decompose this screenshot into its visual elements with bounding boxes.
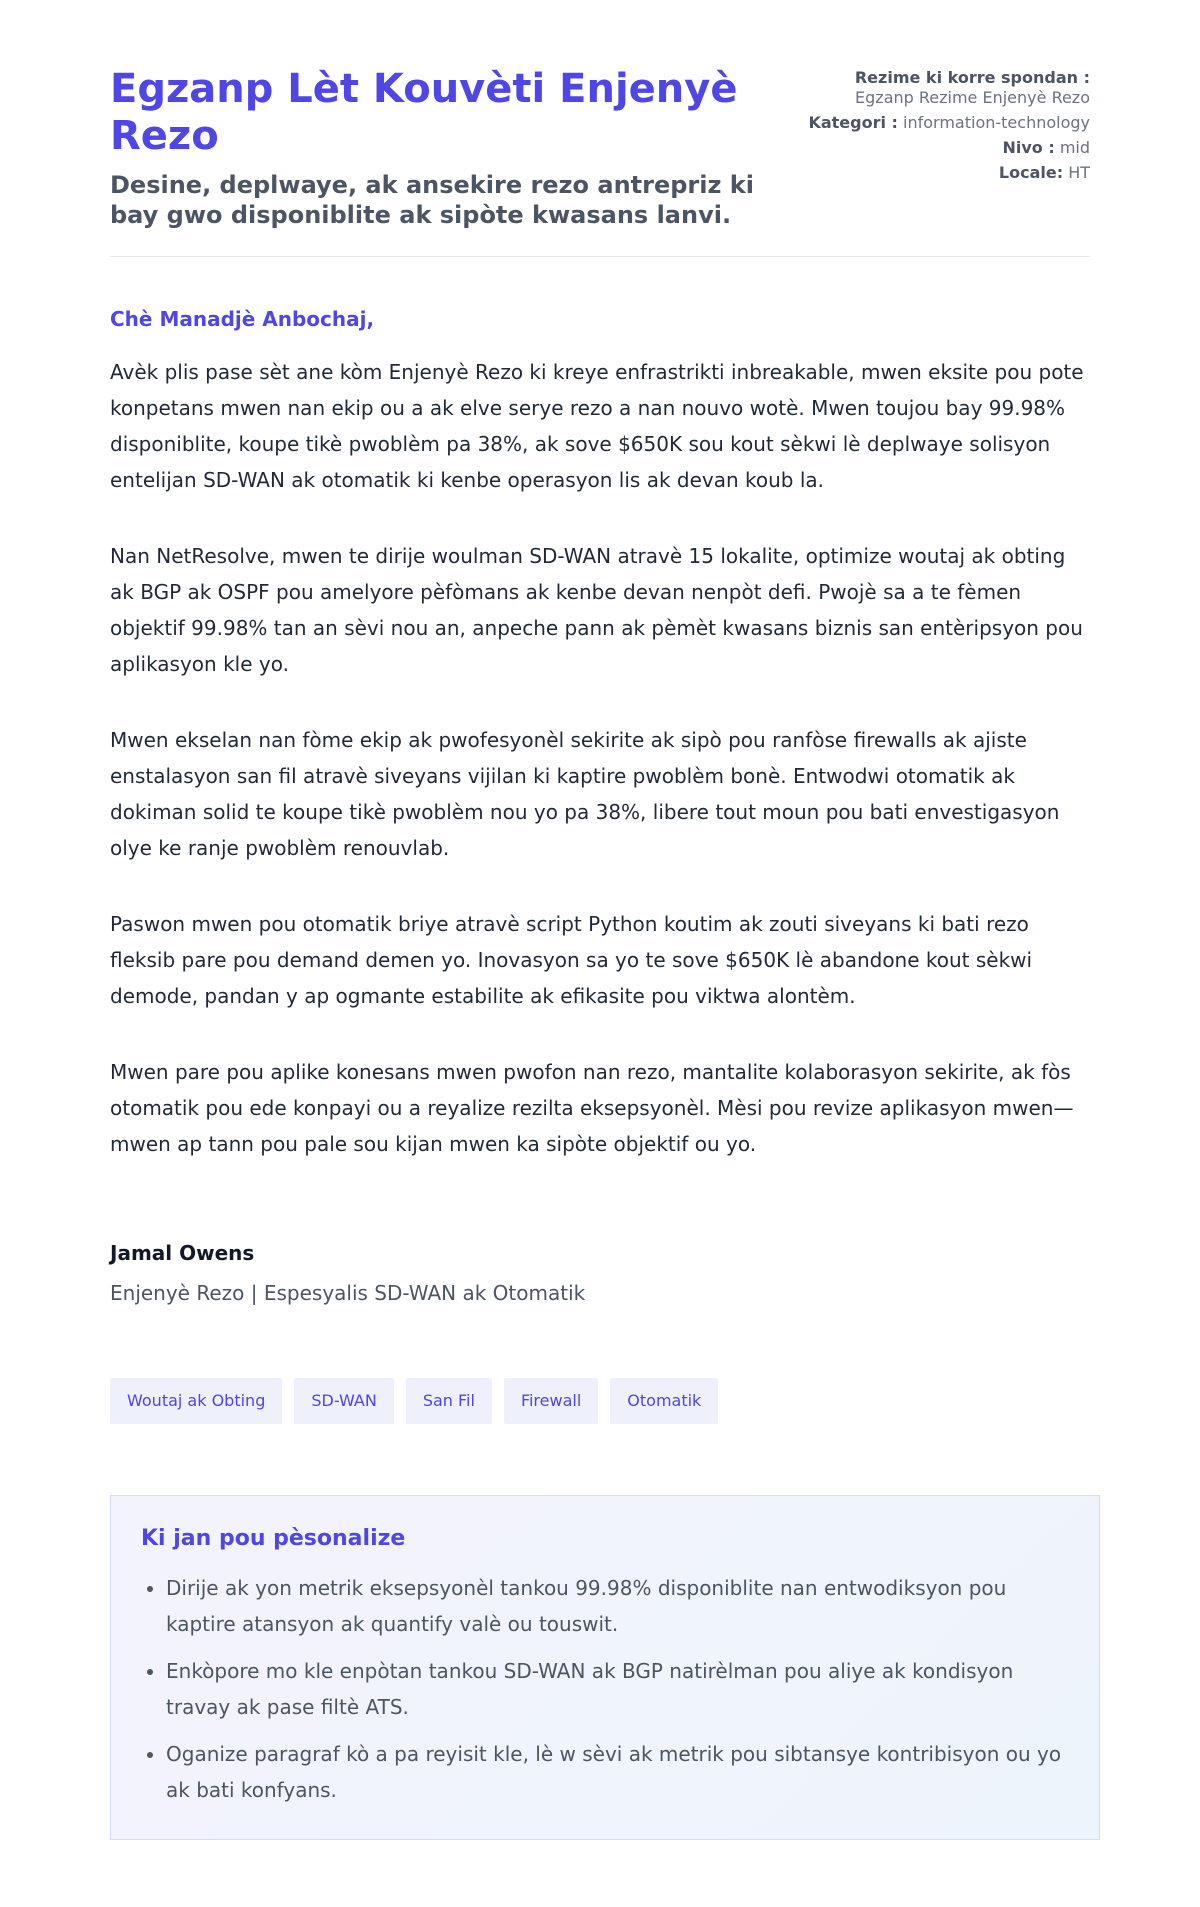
signature-name: Jamal Owens xyxy=(110,1241,255,1265)
skill-tags xyxy=(110,1378,718,1424)
skill-tag[interactable]: Woutaj ak Obting xyxy=(110,1378,282,1424)
letter-paragraph: Avèk plis pase sèt ane kòm Enjenyè Rezo ki kreye enfrastrikti inbreakable, mwen eksite pou pote konpetans mwen nan ekip ou a ak elve serye rezo a nan nouvo wotè. Mwen toujou bay 99.98% disponiblite, koupe tikè pwoblèm pa 38%, ak sove $650K sou kout sèkwi lè deplwaye solisyon entelijan SD-WAN ak otomatik ki kenbe operasyon lis ak devan koub la. xyxy=(110,360,1084,492)
tip-item: • Dirije ak yon metrik eksepsyonèl tankou 99.98% disponiblite nan entwodiksyon pou kaptire atansyon ak quantify valè ou touswit. xyxy=(166,1570,1069,1642)
tip-item: • Oganize paragraf kò a pa reyisit kle, lè w sèvi ak metrik pou sibtansye kontribisyon ou yo ak bati konfyans. xyxy=(166,1736,1069,1808)
skill-tag[interactable]: Firewall xyxy=(504,1378,598,1424)
page-title: Egzanp Lèt Kouvèti Enjenyè Rezo xyxy=(110,66,738,159)
letter-body xyxy=(110,306,1090,1202)
page-header xyxy=(110,0,1090,230)
meta-category xyxy=(802,113,1090,133)
meta-locale-label: Locale: xyxy=(998,163,1064,182)
tip-item: • Enkòpore mo kle enpòtan tankou SD-WAN ak BGP natirèlman pou aliye ak kondisyon travay ak pase filtè ATS. xyxy=(166,1653,1069,1725)
salutation: Chè Manadjè Anbochaj, xyxy=(110,307,375,331)
meta-panel xyxy=(802,66,1090,188)
header-title-block xyxy=(110,66,802,230)
tips-list xyxy=(141,1570,1069,1808)
signature-block xyxy=(110,1240,585,1306)
meta-locale xyxy=(802,163,1090,183)
header-divider xyxy=(110,256,1090,257)
letter-paragraph: Mwen ekselan nan fòme ekip ak pwofesyonèl sekirite ak sipò pou ranfòse firewalls ak ajiste enstalasyon san fil atravè siveyans vijilan ki kaptire pwoblèm bonè. Entwodwi otomatik ak dokiman solid te koupe tikè pwoblèm nou yo pa 38%, libere tout moun pou bati envestigasyon olye ke ranje pwoblèm renouvlab. xyxy=(110,728,1060,860)
skill-tag[interactable]: SD-WAN xyxy=(294,1378,393,1424)
tips-title: Ki jan pou pèsonalize xyxy=(141,1526,406,1551)
meta-level-label: Nivo : xyxy=(1002,138,1055,157)
signature-role: Enjenyè Rezo | Espesyalis SD-WAN ak Otomatik xyxy=(110,1281,586,1305)
meta-category-label: Kategori : xyxy=(808,113,898,132)
customization-tips-box xyxy=(110,1495,1100,1840)
meta-resume-value[interactable]: Egzanp Rezime Enjenyè Rezo xyxy=(855,88,1090,107)
meta-locale-value: HT xyxy=(1068,163,1090,182)
meta-resume xyxy=(802,68,1090,108)
meta-level xyxy=(802,138,1090,158)
page-subtitle: Desine, deplwaye, ak ansekire rezo antrepriz ki bay gwo disponiblite ak sipòte kwasans lanvi. xyxy=(110,171,754,229)
meta-resume-label: Rezime ki korre spondan : xyxy=(854,68,1090,87)
meta-level-value: mid xyxy=(1059,138,1090,157)
letter-paragraph: Nan NetResolve, mwen te dirije woulman SD-WAN atravè 15 lokalite, optimize woutaj ak obting ak BGP ak OSPF pou amelyore pèfòmans ak kenbe devan nenpòt defi. Pwojè sa a te fèmen objektif 99.98% tan an sèvi nou an, anpeche pann ak pèmèt kwasans biznis san entèripsyon pou aplikasyon kle yo. xyxy=(110,544,1083,676)
skill-tag[interactable]: San Fil xyxy=(406,1378,492,1424)
letter-paragraph: Mwen pare pou aplike konesans mwen pwofon nan rezo, mantalite kolaborasyon sekirite, ak fòs otomatik pou ede konpayi ou a reyalize rezilta eksepsyonèl. Mèsi pou revize aplikasyon mwen—mwen ap tann pou pale sou kijan mwen ka sipòte objektif ou yo. xyxy=(110,1060,1074,1156)
letter-paragraph: Paswon mwen pou otomatik briye atravè script Python koutim ak zouti siveyans ki bati rezo fleksib pare pou demand demen yo. Inovasyon sa yo te sove $650K lè abandone kout sèkwi demode, pandan y ap ogmante estabilite ak efikasite pou viktwa alontèm. xyxy=(110,912,1033,1008)
meta-category-value: information-technology xyxy=(903,113,1090,132)
skill-tag[interactable]: Otomatik xyxy=(610,1378,718,1424)
